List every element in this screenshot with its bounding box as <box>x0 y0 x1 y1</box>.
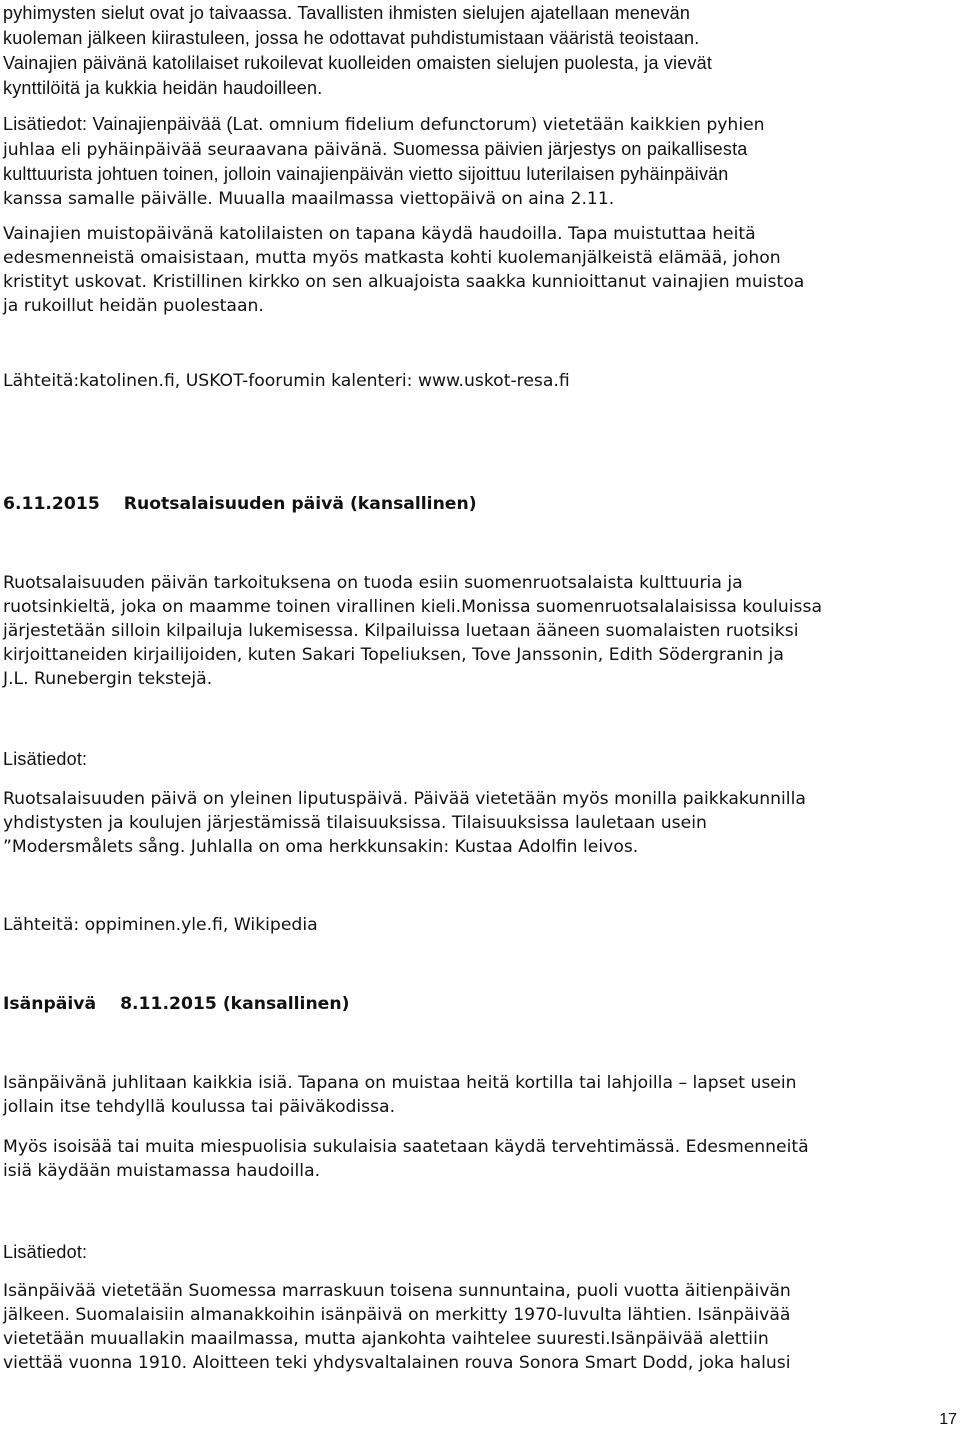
ruotsalaisuus-line-3b: Kilpailuissa luetaan ääneen suomalaisten ruotsiksi <box>358 621 799 641</box>
isanpaiva-info-line-2c: Isänpäivää <box>692 1305 791 1325</box>
intro-line-2: kuoleman jälkeen kiirastuleen, jossa he odottavat puhdistumistaan vääristä teoistaan. <box>3 28 700 48</box>
ruotsalaisuus-line-3a: järjestetään silloin kilpailuja lukemisessa. <box>3 621 359 641</box>
vainajien-tapa-paragraph <box>3 222 957 318</box>
ruotsalaisuus-info-line-3b: Juhlalla on oma herkkunsakin: Kustaa Adolfin leivos. <box>185 837 639 857</box>
vainajien-tapa-line-3b: Kristillinen kirkko on sen alkuajoista saakka kunnioittanut vainajien muistoa <box>147 272 805 292</box>
isanpaiva-paragraph-2 <box>3 1135 957 1183</box>
page-number: 17 <box>939 1411 957 1428</box>
isanpaiva-info-line-1: Isänpäivää vietetään Suomessa marraskuun toisena sunnuntaina, puoli vuotta äitienpäivän <box>3 1281 791 1301</box>
vainajien-info-line-4: kanssa samalle päivälle. Muualla maailmassa viettopäivä on aina 2.11. <box>3 189 615 209</box>
ruotsalaisuus-heading <box>3 492 957 516</box>
intro-line-1a: pyhimysten sielut ovat jo taivaassa. <box>3 3 293 23</box>
ruotsalaisuus-info-label <box>3 747 957 772</box>
ruotsalaisuus-line-1: Ruotsalaisuuden päivän tarkoituksena on tuoda esiin suomenruotsalaista kulttuuria ja <box>3 573 743 593</box>
isanpaiva-date-kind: 8.11.2015 (kansallinen) <box>120 994 350 1014</box>
isanpaiva-info-line-2a: jälkeen. <box>3 1305 70 1325</box>
intro-paragraph <box>3 1 957 101</box>
isanpaiva-paragraph-1 <box>3 1071 957 1119</box>
ruotsalaisuus-title: Ruotsalaisuuden päivä (kansallinen) <box>123 494 477 514</box>
ruotsalaisuus-sources <box>3 913 957 937</box>
ruotsalaisuus-sources-text: Lähteitä: oppiminen.yle.fi, Wikipedia <box>3 915 318 935</box>
vainajien-info-line-1b: omnium fidelium defunctorum) vietetään kaikkien pyhien <box>263 115 765 135</box>
isanpaiva-body2-line-1a: Myös isoisää tai muita miespuolisia sukulaisia saatetaan käydä tervehtimässä. <box>3 1137 681 1157</box>
isanpaiva-info-line-3: vietetään muuallakin maailmassa, mutta ajankohta vaihtelee suuresti.Isänpäivää alettiin <box>3 1329 769 1349</box>
isanpaiva-body2-line-2: isiä käydään muistamassa haudoilla. <box>3 1161 321 1181</box>
ruotsalaisuus-info-line-3a: ”Modersmålets sång. <box>3 837 186 857</box>
vainajien-info-line-2b: Suomessa päivien järjestys on paikallisesta <box>387 139 748 159</box>
vainajien-info-line-2a: juhlaa eli pyhäinpäivää seuraavana päivänä. <box>3 140 388 160</box>
isanpaiva-info-line-4a: viettää vuonna 1910. <box>3 1353 188 1373</box>
vainajien-tapa-line-4: ja rukoillut heidän puolestaan. <box>3 296 264 316</box>
vainajien-tapa-line-3a: kristityt uskovat. <box>3 272 147 292</box>
isanpaiva-body1-line-2: jollain itse tehdyllä koulussa tai päiväkodissa. <box>3 1097 396 1117</box>
vainajien-sources <box>3 369 957 393</box>
vainajien-tapa-line-2: edesmenneistä omaisistaan, mutta myös matkasta kohti kuolemanjälkeistä elämää, johon <box>3 248 781 268</box>
ruotsalaisuus-paragraph <box>3 571 957 691</box>
ruotsalaisuus-info-line-1a: Ruotsalaisuuden päivä on yleinen liputuspäivä. <box>3 789 409 809</box>
ruotsalaisuus-line-4: kirjoittaneiden kirjailijoiden, kuten Sakari Topeliuksen, Tove Janssonin, Edith Södergranin ja <box>3 645 784 665</box>
vainajien-info-line-3: kulttuurista johtuen toinen, jolloin vainajienpäivän vietto sijoittuu luterilaisen pyhäinpäivän <box>3 164 729 184</box>
isanpaiva-info-label-text: Lisätiedot: <box>3 1242 88 1262</box>
ruotsalaisuus-line-2: ruotsinkieltä, joka on maamme toinen virallinen kieli.Monissa suomenruotsalalaisissa kouluissa <box>3 597 822 617</box>
ruotsalaisuus-info-line-2b: Tilaisuuksissa lauletaan usein <box>446 813 707 833</box>
ruotsalaisuus-date: 6.11.2015 <box>3 494 100 514</box>
isanpaiva-info-line-2b: Suomalaisiin almanakkoihin isänpäivä on merkitty 1970-luvulta lähtien. <box>69 1305 693 1325</box>
intro-line-4: kynttilöitä ja kukkia heidän haudoilleen. <box>3 78 323 98</box>
isanpaiva-info-line-4b: Aloitteen teki yhdysvaltalainen rouva Sonora Smart Dodd, joka halusi <box>187 1353 791 1373</box>
ruotsalaisuus-info-paragraph <box>3 787 957 859</box>
intro-line-1b: Tavallisten ihmisten sielujen ajatellaan menevän <box>292 3 691 23</box>
isanpaiva-body2-line-1b: Edesmenneitä <box>680 1137 809 1157</box>
vainajien-sources-text: Lähteitä:katolinen.fi, USKOT-foorumin kalenteri: www.uskot-resa.fi <box>3 371 570 391</box>
isanpaiva-body1-line-1a: Isänpäivänä juhlitaan kaikkia isiä. <box>3 1073 293 1093</box>
isanpaiva-title: Isänpäivä <box>3 994 97 1014</box>
ruotsalaisuus-info-line-1b: Päivää vietetään myös monilla paikkakunnilla <box>408 789 806 809</box>
isanpaiva-body1-line-1b: Tapana on muistaa heitä kortilla tai lahjoilla – lapset usein <box>292 1073 797 1093</box>
vainajien-info-line-1a: Lisätiedot: Vainajienpäivää (Lat. <box>3 114 264 134</box>
vainajien-tapa-line-1b: Tapa muistuttaa heitä <box>562 224 756 244</box>
isanpaiva-heading <box>3 992 957 1016</box>
isanpaiva-info-label <box>3 1240 957 1265</box>
vainajien-info-paragraph <box>3 112 957 211</box>
ruotsalaisuus-line-5: J.L. Runebergin tekstejä. <box>3 669 213 689</box>
ruotsalaisuus-info-line-2a: yhdistysten ja koulujen järjestämissä tilaisuuksissa. <box>3 813 447 833</box>
vainajien-tapa-line-1a: Vainajien muistopäivänä katolilaisten on tapana käydä haudoilla. <box>3 224 563 244</box>
intro-line-3: Vainajien päivänä katolilaiset rukoilevat kuolleiden omaisten sielujen puolesta, ja vievät <box>3 53 713 73</box>
isanpaiva-info-paragraph <box>3 1279 957 1375</box>
ruotsalaisuus-info-label-text: Lisätiedot: <box>3 749 88 769</box>
